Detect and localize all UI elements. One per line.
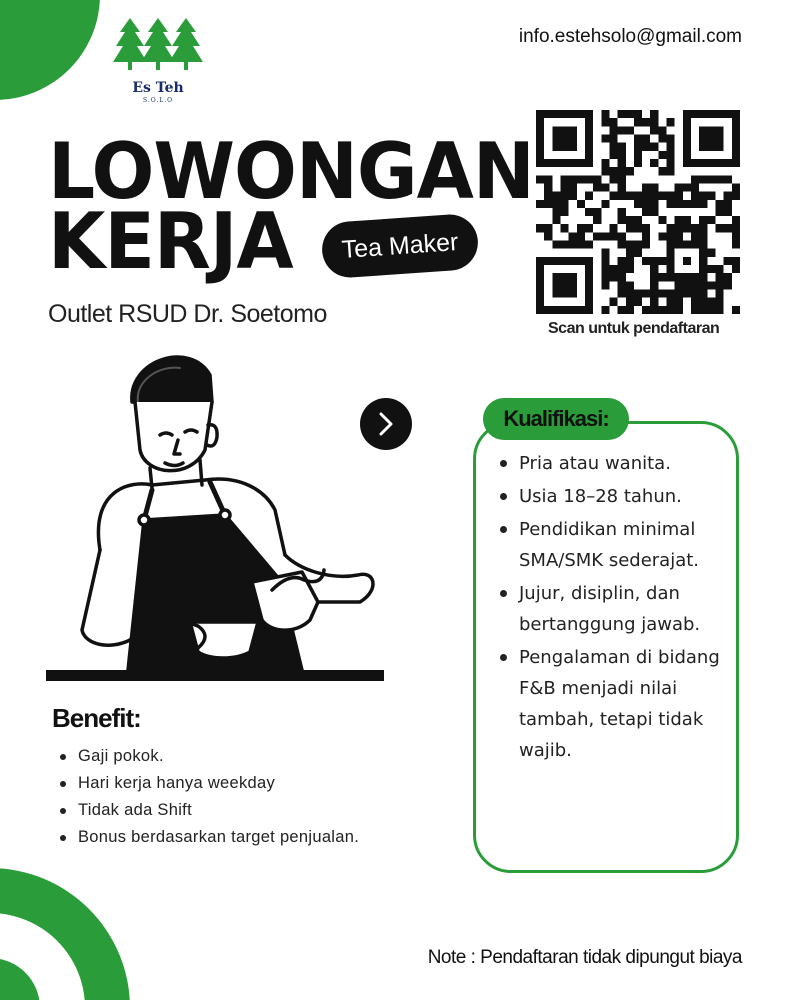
- headline-line-1: LOWONGAN: [48, 126, 534, 217]
- pine-trees-icon: [112, 16, 204, 74]
- qr-code[interactable]: [536, 110, 740, 314]
- list-item: Pengalaman di bidang F&B menjadi nilai tambah, tetapi tidak wajib.: [500, 642, 725, 766]
- brand-subtitle: S.O.L.O: [142, 97, 174, 104]
- list-item: Pria atau wanita.: [500, 448, 725, 479]
- list-item: Jujur, disiplin, dan bertanggung jawab.: [500, 578, 725, 640]
- list-item: Bonus berdasarkan target penjualan.: [60, 824, 359, 851]
- benefit-list: [60, 743, 359, 851]
- list-item: Usia 18–28 tahun.: [500, 481, 725, 512]
- list-item: Tidak ada Shift: [60, 797, 359, 824]
- brand-logo: [110, 16, 206, 104]
- list-item: Gaji pokok.: [60, 743, 359, 770]
- role-badge: Tea Maker: [320, 213, 480, 280]
- qualifications-list: [500, 448, 725, 768]
- brand-name: Es Teh: [132, 80, 184, 96]
- list-item: Pendidikan minimal SMA/SMK sederajat.: [500, 514, 725, 576]
- headline-line-2: KERJA: [48, 196, 293, 287]
- footer-note: Note : Pendaftaran tidak dipungut biaya: [427, 947, 742, 968]
- next-button[interactable]: [360, 398, 412, 450]
- list-item: Hari kerja hanya weekday: [60, 770, 359, 797]
- barista-pouring-illustration: [40, 340, 390, 685]
- corner-decoration-top-left: [0, 0, 100, 100]
- qr-caption: Scan untuk pendaftaran: [548, 320, 720, 337]
- chevron-right-icon: [375, 411, 397, 437]
- outlet-location: Outlet RSUD Dr. Soetomo: [48, 300, 327, 328]
- benefit-title: Benefit:: [52, 703, 141, 733]
- contact-email[interactable]: info.estehsolo@gmail.com: [518, 26, 742, 47]
- qualifications-title: Kualifikasi:: [483, 398, 629, 440]
